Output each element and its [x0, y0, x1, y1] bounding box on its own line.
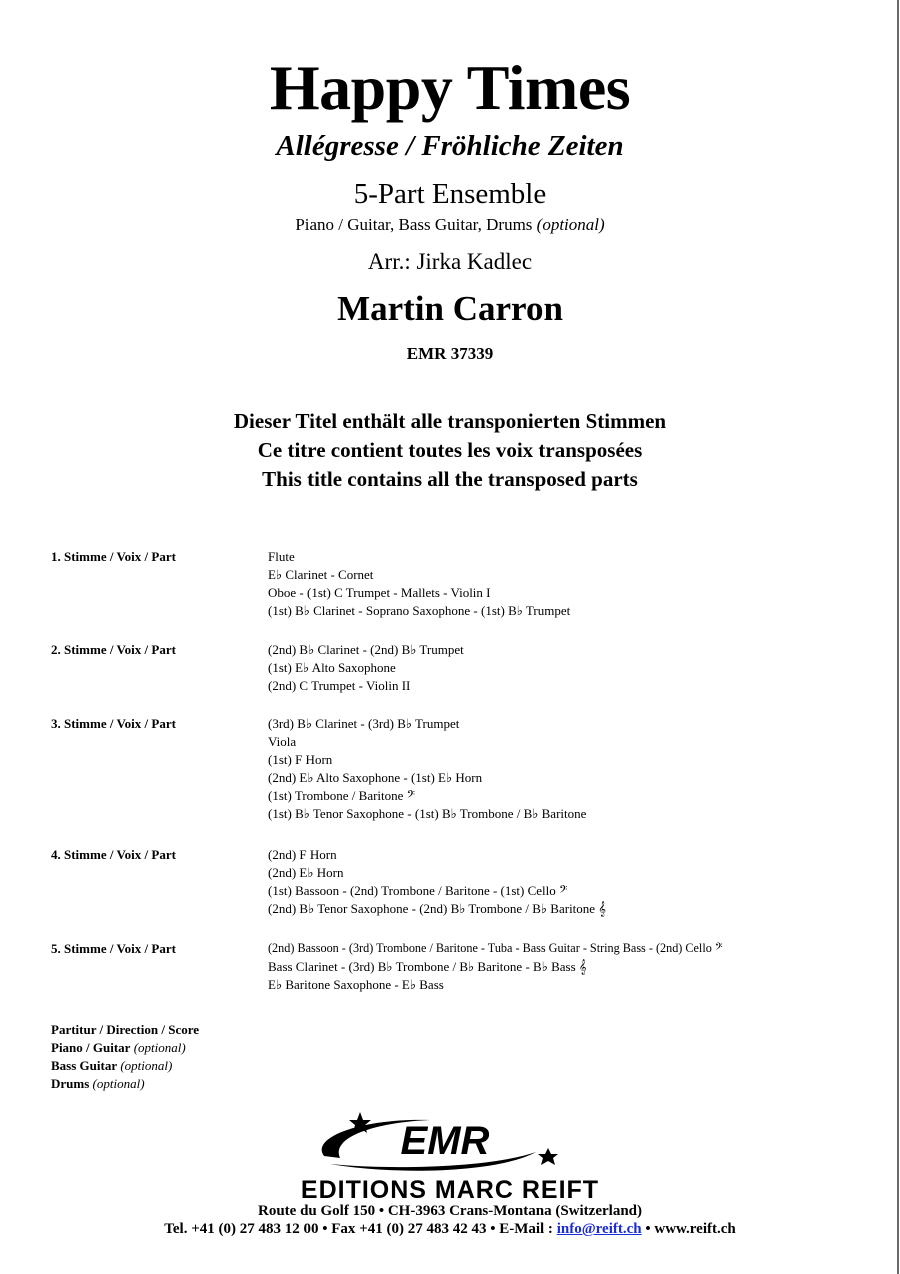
part-instrument-line: (2nd) B♭ Clarinet - (2nd) B♭ Trumpet — [268, 642, 464, 657]
contact-prefix: Tel. +41 (0) 27 483 12 00 • Fax +41 (0) 27 483 42 43 • E-Mail : — [164, 1221, 557, 1237]
part-label: 5. Stimme / Voix / Part — [51, 941, 176, 956]
instrumentation-text: Piano / Guitar, Bass Guitar, Drums — [295, 215, 533, 234]
part-instrument-line: (1st) E♭ Alto Saxophone — [268, 660, 396, 675]
publisher-address: Route du Golf 150 • CH-3963 Crans-Montana (Switzerland) — [258, 1203, 642, 1219]
part-instrument-line: (2nd) E♭ Horn — [268, 865, 344, 880]
part-instrument-line: (3rd) B♭ Clarinet - (3rd) B♭ Trumpet — [268, 716, 460, 731]
part-instrument-line: (1st) B♭ Tenor Saxophone - (1st) B♭ Trombone / B♭ Baritone — [268, 806, 587, 821]
logo-text: EMR — [400, 1119, 490, 1163]
piano-guitar-label: Piano / Guitar — [51, 1040, 131, 1055]
part-label: 2. Stimme / Voix / Part — [51, 642, 176, 657]
arranger: Arr.: Jirka Kadlec — [367, 249, 533, 274]
part-instrument-line: Viola — [268, 734, 297, 749]
part-label: 3. Stimme / Voix / Part — [51, 716, 176, 731]
instrumentation — [0, 214, 900, 236]
bass-guitar-label: Bass Guitar — [51, 1058, 118, 1073]
note-german: Dieser Titel enthält alle transponierten Stimmen — [233, 409, 667, 433]
bass-guitar-line — [51, 1057, 172, 1074]
part-instrument-line: (1st) B♭ Clarinet - Soprano Saxophone - (1st) B♭ Trumpet — [268, 603, 571, 618]
star-icon — [538, 1148, 558, 1165]
instrumentation-optional: (optional) — [536, 215, 605, 234]
publisher-contact — [0, 1219, 900, 1239]
piano-guitar-line — [51, 1039, 186, 1056]
score-line — [51, 1021, 199, 1038]
page-title: Happy Times — [269, 52, 631, 123]
score-label: Partitur / Direction / Score — [51, 1022, 200, 1037]
part-instrument-line: (1st) Trombone / Baritone 𝄢 — [268, 788, 416, 803]
note-french: Ce titre contient toutes les voix transposées — [257, 438, 643, 462]
part-instrument-line: E♭ Clarinet - Cornet — [268, 567, 374, 582]
note-english: This title contains all the transposed parts — [262, 467, 638, 491]
page-subtitle: Allégresse / Fröhliche Zeiten — [276, 130, 624, 162]
contact-suffix: • www.reift.ch — [641, 1221, 736, 1237]
part-instrument-line: (2nd) Bassoon - (3rd) Trombone / Baritone - Tuba - Bass Guitar - String Bass - (2nd) Cello 𝄢 — [268, 941, 723, 955]
composer: Martin Carron — [337, 289, 563, 328]
publisher-name: EDITIONS MARC REIFT — [300, 1176, 600, 1204]
email-link[interactable]: info@reift.ch — [556, 1221, 642, 1237]
part-instrument-line: (1st) Bassoon - (2nd) Trombone / Baritone - (1st) Cello 𝄢 — [268, 883, 568, 898]
part-instrument-line: E♭ Baritone Saxophone - E♭ Bass — [268, 977, 444, 992]
part-instrument-line: (2nd) C Trumpet - Violin II — [268, 678, 411, 693]
optional-tag: (optional) — [92, 1076, 145, 1091]
drums-line — [51, 1075, 145, 1092]
part-instrument-line: (2nd) E♭ Alto Saxophone - (1st) E♭ Horn — [268, 770, 483, 785]
ensemble-type: 5-Part Ensemble — [353, 178, 547, 210]
optional-tag: (optional) — [133, 1040, 186, 1055]
emr-logo — [300, 1108, 570, 1178]
part-instrument-line: (1st) F Horn — [268, 752, 333, 767]
part-label: 1. Stimme / Voix / Part — [51, 549, 176, 564]
drums-label: Drums — [51, 1076, 90, 1091]
part-instrument-line: (2nd) B♭ Tenor Saxophone - (2nd) B♭ Trombone / B♭ Baritone 𝄞 — [268, 901, 606, 916]
part-instrument-line: Flute — [268, 549, 295, 564]
part-label: 4. Stimme / Voix / Part — [51, 847, 176, 862]
part-instrument-line: Oboe - (1st) C Trumpet - Mallets - Violin I — [268, 585, 491, 600]
catalog-number: EMR 37339 — [406, 344, 494, 363]
part-instrument-line: (2nd) F Horn — [268, 847, 337, 862]
optional-tag: (optional) — [120, 1058, 173, 1073]
part-instrument-line: Bass Clarinet - (3rd) B♭ Trombone / B♭ Baritone - B♭ Bass 𝄞 — [268, 959, 587, 974]
